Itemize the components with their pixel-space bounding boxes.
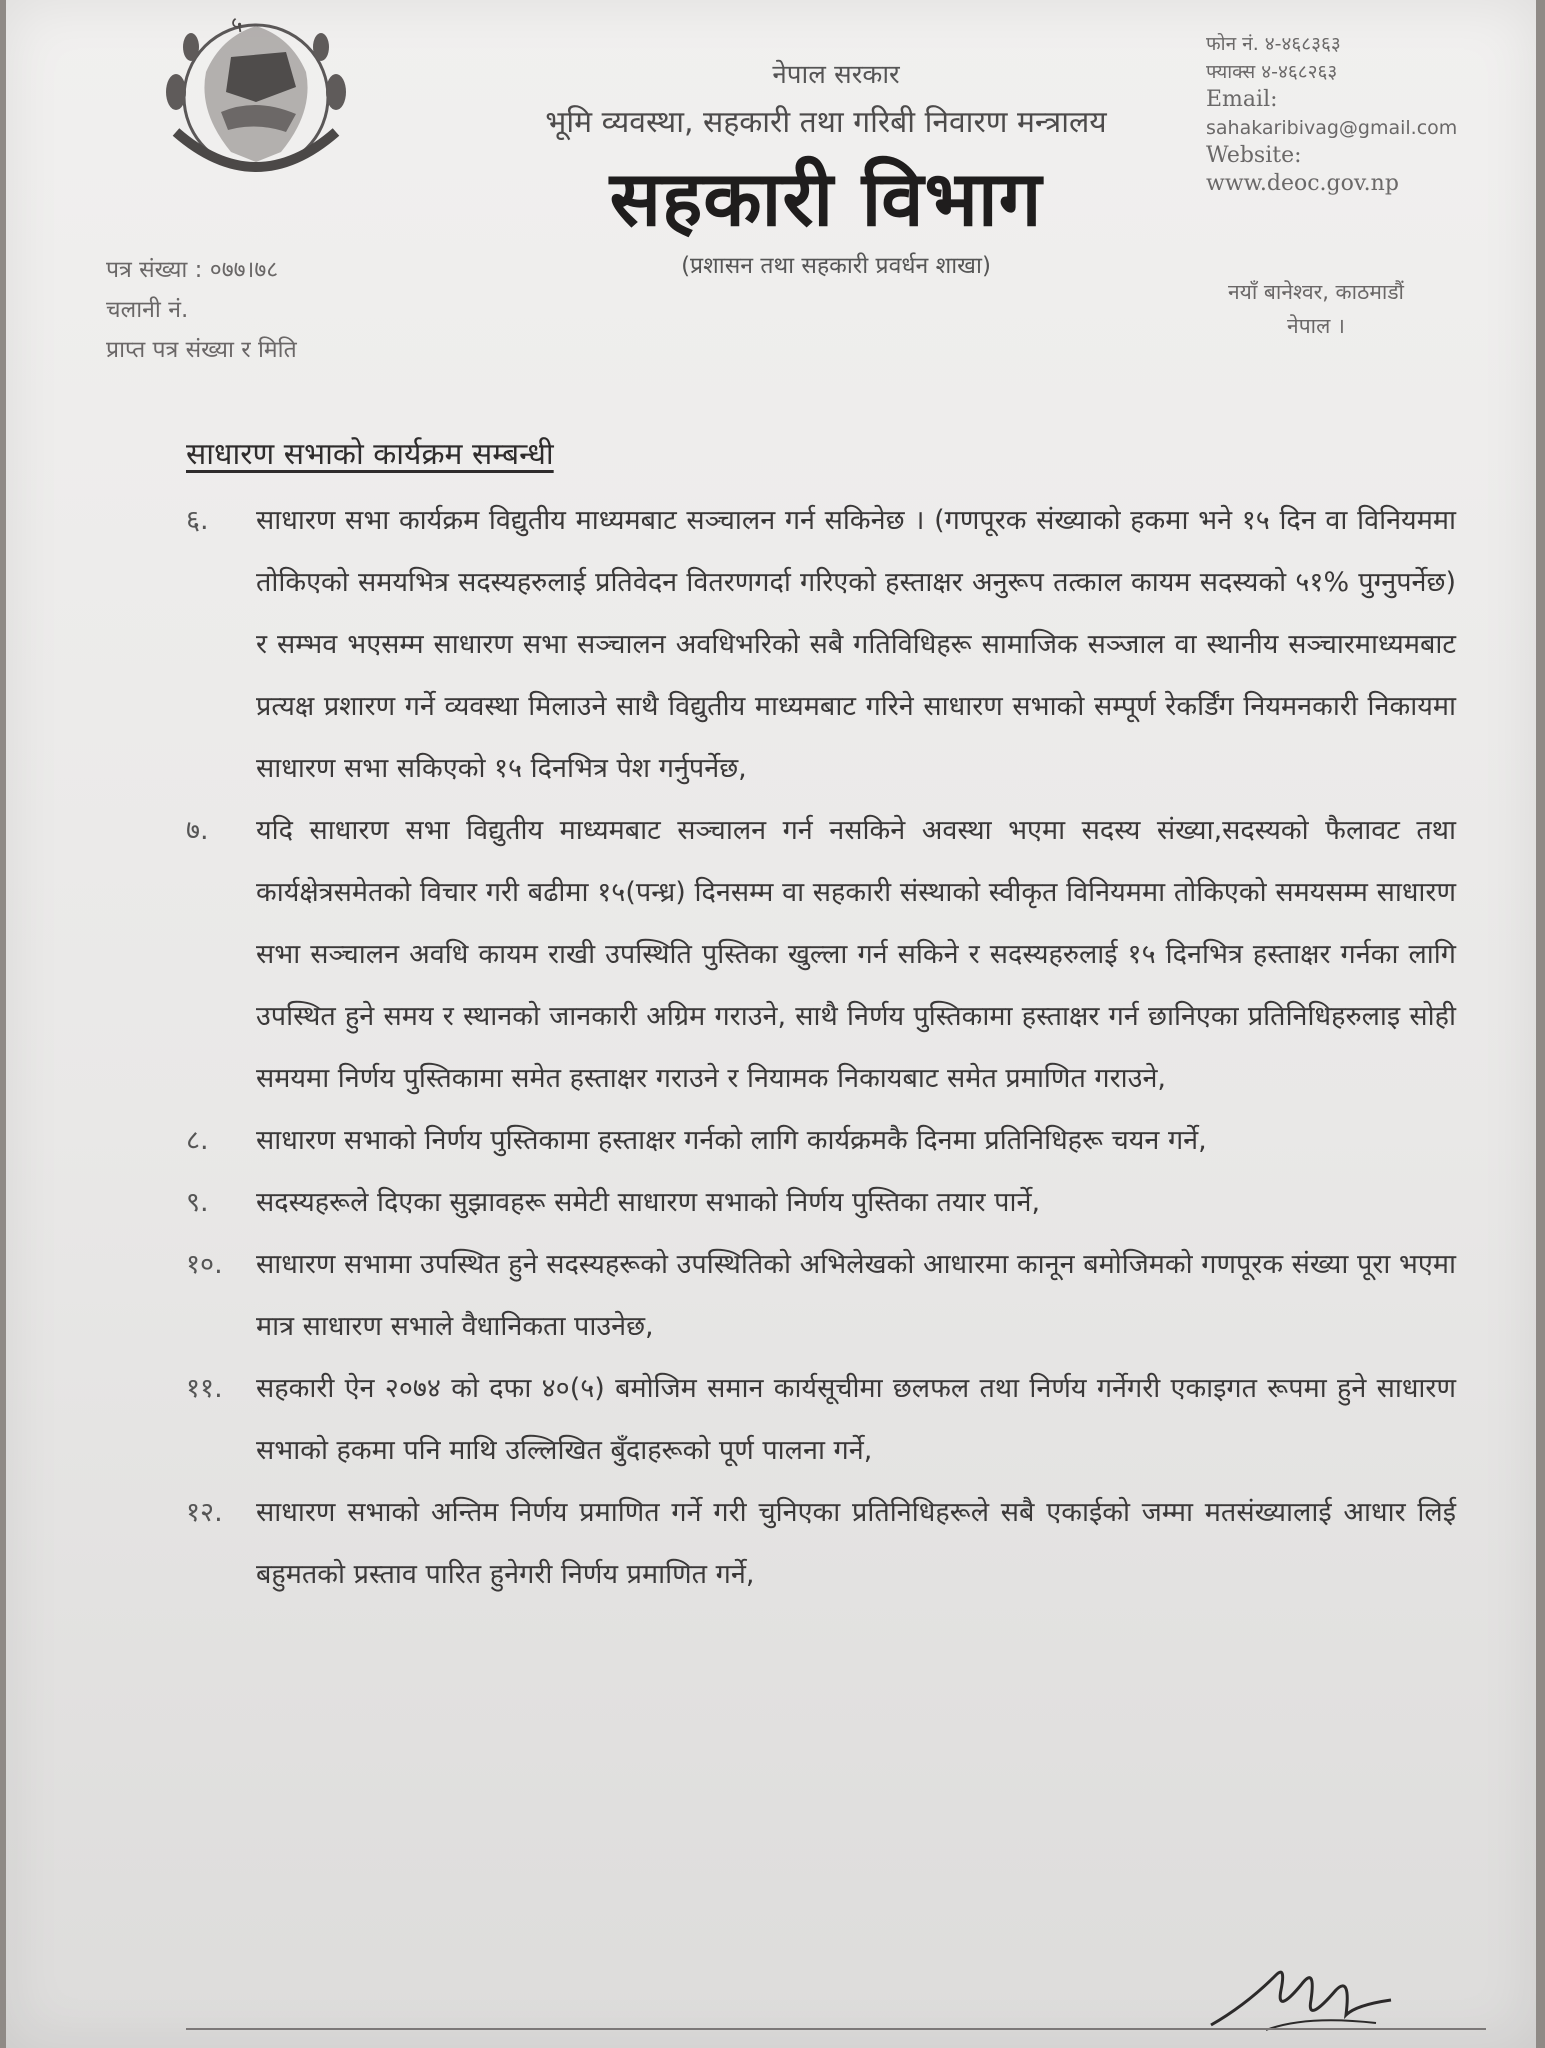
list-item xyxy=(186,490,1456,800)
phone-number: फोन नं. ४-४६८३६३ xyxy=(1206,33,1341,55)
directive-list xyxy=(186,490,1456,1606)
list-item xyxy=(186,1110,1456,1172)
handwritten-signature-icon xyxy=(1206,1945,1396,2040)
email-address: sahakaribivag@gmail.com xyxy=(1206,117,1458,139)
email-label: Email: xyxy=(1206,87,1278,112)
branch-name: (प्रशासन तथा सहकारी प्रवर्धन शाखा) xyxy=(681,253,991,279)
list-item xyxy=(186,1358,1456,1482)
nepal-coat-of-arms-icon xyxy=(136,2,376,192)
item-number: १२. xyxy=(186,1497,223,1528)
item-number: १०. xyxy=(186,1249,223,1280)
government-name: नेपाल सरकार xyxy=(772,60,900,90)
address-line-2: नेपाल । xyxy=(1287,314,1345,338)
item-number: ८. xyxy=(186,1125,209,1156)
received-letter-reference: प्राप्त पत्र संख्या र मिति xyxy=(106,337,297,363)
list-item xyxy=(186,1172,1456,1234)
website-label: Website: xyxy=(1206,143,1302,168)
contact-block xyxy=(1206,30,1506,198)
dispatch-number: चलानी नं. xyxy=(106,297,189,323)
website-url: www.deoc.gov.np xyxy=(1206,171,1399,196)
list-item xyxy=(186,1482,1456,1606)
item-text: सहकारी ऐन २०७४ को दफा ४०(५) बमोजिम समान कार्यसूचीमा छलफल तथा निर्णय गर्नेगरी एकाइगत रूपमा हुने साधारण सभाको हकमा पनि माथि उल्लिखित बुँदाहरूको पूर्ण पालना गर्ने, xyxy=(256,1373,1456,1466)
item-text: साधारण सभामा उपस्थित हुने सदस्यहरूको उपस्थितिको अभिलेखको आधारमा कानून बमोजिमको गणपूरक संख्या पूरा भएमा मात्र साधारण सभाले वैधानिकता पाउनेछ, xyxy=(256,1249,1456,1342)
department-title: सहकारी विभाग xyxy=(609,154,1043,243)
item-number: ६. xyxy=(186,505,209,536)
item-text: सदस्यहरूले दिएका सुझावहरू समेटी साधारण सभाको निर्णय पुस्तिका तयार पार्ने, xyxy=(256,1187,1041,1218)
bottom-divider xyxy=(186,2028,1486,2030)
item-number: ७. xyxy=(186,815,209,846)
item-text: साधारण सभाको निर्णय पुस्तिकामा हस्ताक्षर गर्नको लागि कार्यक्रमकै दिनमा प्रतिनिधिहरू चयन गर्ने, xyxy=(256,1125,1207,1156)
list-item xyxy=(186,1234,1456,1358)
item-number: ११. xyxy=(186,1373,223,1404)
item-number: ९. xyxy=(186,1187,209,1218)
list-item xyxy=(186,800,1456,1110)
letter-subject: साधारण सभाको कार्यक्रम सम्बन्धी xyxy=(186,437,554,472)
ministry-name: भूमि व्यवस्था, सहकारी तथा गरिबी निवारण मन्त्रालय xyxy=(545,105,1107,140)
letter-sheet xyxy=(6,0,1536,2048)
office-address xyxy=(1186,275,1446,343)
item-text: साधारण सभा कार्यक्रम विद्युतीय माध्यमबाट सञ्चालन गर्न सकिनेछ । (गणपूरक संख्याको हकमा भने १५ दिन वा विनियममा तोकिएको समयभित्र सदस्यहरुलाई प्रतिवेदन वितरणगर्दा गरिएको हस्ताक्षर अनुरूप तत्काल कायम सदस्यको ५१% पुग्नुपर्नेछ) र सम्भव भएसम्म साधारण सभा सञ्चालन अवधिभरिको सबै गतिविधिहरू सामाजिक सञ्जाल वा स्थानीय सञ्चारमाध्यमबाट प्रत्यक्ष प्रशारण गर्ने व्यवस्था मिलाउने साथै विद्युतीय माध्यमबाट गरिने साधारण सभाको सम्पूर्ण रेकर्डिंग नियमनकारी निकायमा साधारण सभा सकिएको १५ दिनभित्र पेश गर्नुपर्नेछ, xyxy=(256,505,1456,784)
fax-number: फ्याक्स ४-४६८२६३ xyxy=(1206,61,1338,83)
letter-number: पत्र संख्या : ०७७।७८ xyxy=(106,257,279,283)
item-text: साधारण सभाको अन्तिम निर्णय प्रमाणित गर्ने गरी चुनिएका प्रतिनिधिहरूले सबै एकाईको जम्मा मतसंख्यालाई आधार लिई बहुमतको प्रस्ताव पारित हुनेगरी निर्णय प्रमाणित गर्ने, xyxy=(256,1497,1456,1590)
reference-block xyxy=(106,250,506,370)
address-line-1: नयाँ बानेश्वर, काठमाडौं xyxy=(1227,280,1404,304)
svg-text:५: ५ xyxy=(231,13,243,38)
item-text: यदि साधारण सभा विद्युतीय माध्यमबाट सञ्चालन गर्न नसकिने अवस्था भएमा सदस्य संख्या,सदस्यको फैलावट तथा कार्यक्षेत्रसमेतको विचार गरी बढीमा १५(पन्ध्र) दिनसम्म वा सहकारी संस्थाको स्वीकृत विनियममा तोकिएको समयसम्म साधारण सभा सञ्चालन अवधि कायम राखी उपस्थिति पुस्तिका खुल्ला गर्न सकिने र सदस्यहरुलाई १५ दिनभित्र हस्ताक्षर गर्नका लागि उपस्थित हुने समय र स्थानको जानकारी अग्रिम गराउने, साथै निर्णय पुस्तिकामा हस्ताक्षर गर्न छानिएका प्रतिनिधिहरुलाइ सोही समयमा निर्णय पुस्तिकामा समेत हस्ताक्षर गराउने र नियामक निकायबाट समेत प्रमाणित गराउने, xyxy=(256,815,1456,1094)
